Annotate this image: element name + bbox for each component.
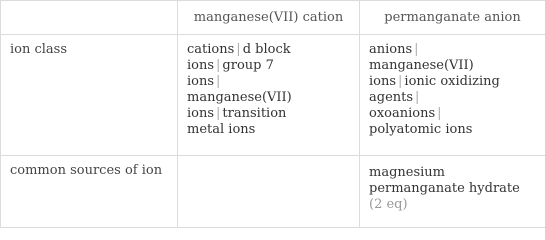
header-anion: permanganate anion bbox=[360, 1, 545, 35]
anion-class-text: oxoanions bbox=[369, 106, 436, 121]
separator: | bbox=[216, 106, 221, 121]
separator: | bbox=[414, 42, 419, 57]
cation-class-text: ions bbox=[187, 58, 215, 73]
anion-class-text: polyatomic ions bbox=[369, 122, 473, 137]
anion-class-text: ions bbox=[369, 74, 397, 89]
separator: | bbox=[415, 90, 420, 105]
cation-class-text: transition bbox=[222, 106, 287, 121]
header-empty-cell bbox=[1, 1, 178, 35]
cell-anion-ion-class bbox=[360, 35, 545, 156]
anion-class-text: ionic oxidizing bbox=[404, 74, 500, 89]
header-cation: manganese(VII) cation bbox=[178, 1, 360, 35]
table-row-ion-class bbox=[1, 35, 545, 156]
separator: | bbox=[216, 58, 221, 73]
cation-class-text: group 7 bbox=[222, 58, 274, 73]
cation-class-text: metal ions bbox=[187, 122, 256, 137]
source-quantity: (2 eq) bbox=[369, 197, 408, 212]
separator: | bbox=[236, 42, 241, 57]
row-label-common-sources: common sources of ion bbox=[1, 156, 178, 228]
cell-cation-ion-class bbox=[178, 35, 360, 156]
anion-class-text: anions bbox=[369, 42, 413, 57]
table-row-common-sources bbox=[1, 156, 545, 228]
row-label-ion-class: ion class bbox=[1, 35, 178, 156]
cell-anion-common-sources bbox=[360, 156, 545, 228]
separator: | bbox=[398, 74, 403, 89]
cation-class-text: manganese(VII) bbox=[187, 90, 292, 105]
source-compound-name: magnesium permanganate hydrate bbox=[369, 165, 520, 196]
cation-class-text: ions bbox=[187, 106, 215, 121]
cation-class-text: ions bbox=[187, 74, 215, 89]
separator: | bbox=[216, 74, 221, 89]
cation-class-text: d block bbox=[242, 42, 291, 57]
header-row bbox=[1, 1, 545, 35]
anion-class-text: agents bbox=[369, 90, 414, 105]
cell-cation-common-sources bbox=[178, 156, 360, 228]
separator: | bbox=[437, 106, 442, 121]
anion-class-text: manganese(VII) bbox=[369, 58, 474, 73]
cation-class-text: cations bbox=[187, 42, 235, 57]
